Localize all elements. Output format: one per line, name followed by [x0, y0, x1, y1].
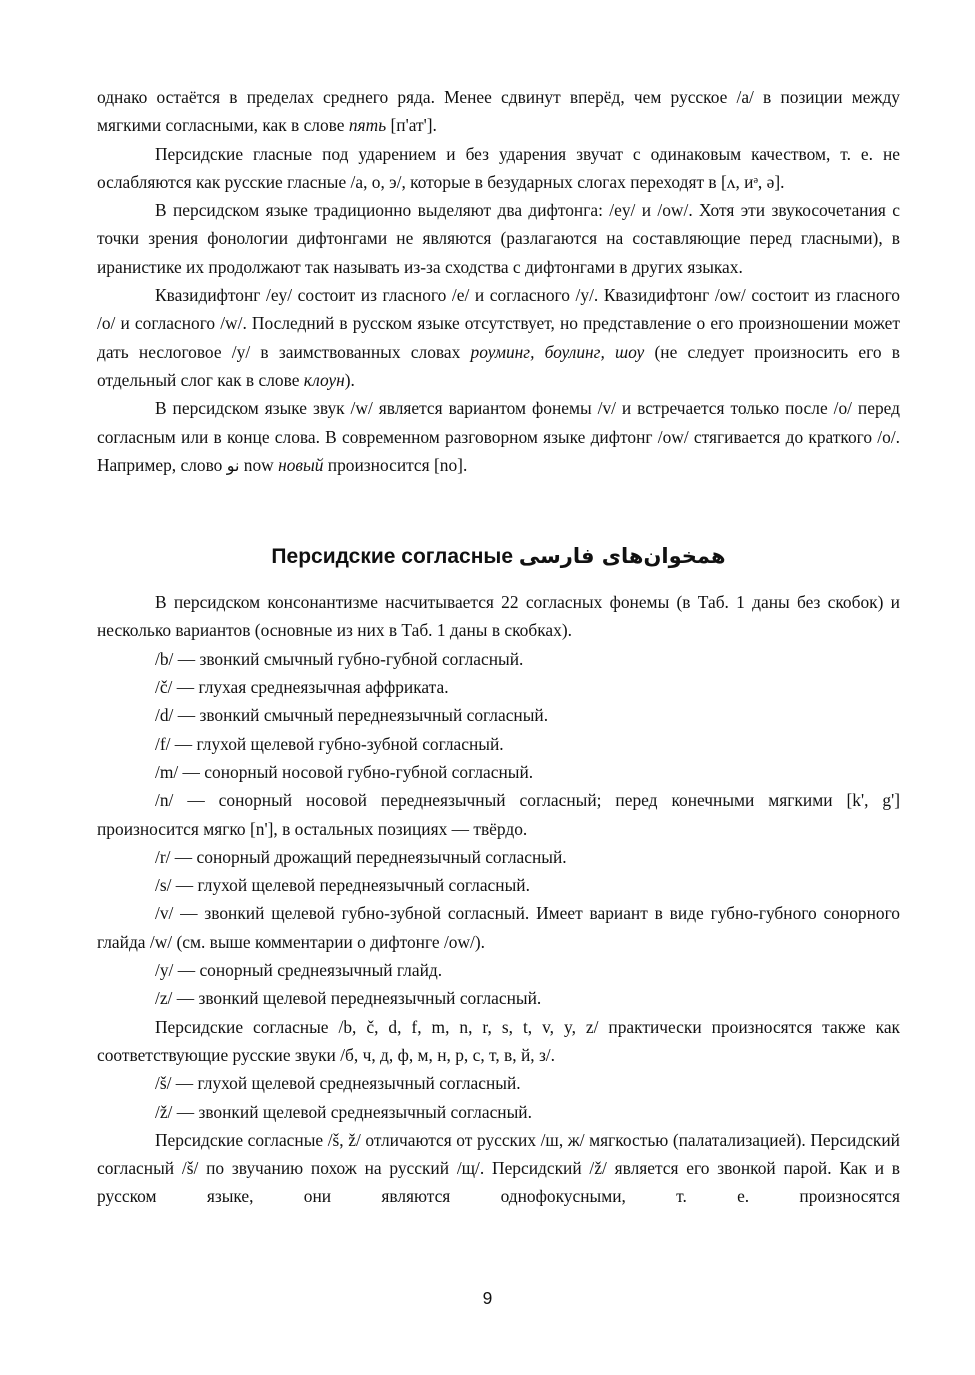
- italic-example: пять: [348, 115, 387, 136]
- paragraph: [97, 394, 900, 480]
- text-run: /n/ — сонорный носовой переднеязычный согласный; перед конечными мягкими [k', g'] произносится мягко [n'], в остальных позициях — твёрдо.: [97, 790, 900, 839]
- paragraph: [97, 83, 900, 140]
- paragraph: [97, 196, 900, 281]
- text-run: Персидские согласные /b, č, d, f, m, n, r, s, t, v, y, z/ практически произносятся также как соответствующие русские звуки /б, ч, д, ф, м, н, р, с, т, в, й, з/.: [97, 1016, 900, 1065]
- page-number: 9: [482, 1288, 493, 1308]
- italic-example: клоун: [303, 369, 345, 390]
- persian-word: نو: [226, 455, 240, 475]
- text-run: произносится [no].: [323, 454, 468, 475]
- paragraph: [97, 140, 900, 197]
- paragraph: [97, 588, 900, 645]
- heading-ru: Персидские согласные: [271, 545, 514, 569]
- text-run: /d/ — звонкий смычный переднеязычный согласный.: [155, 705, 549, 726]
- paragraph: [97, 1069, 900, 1097]
- text-run: /f/ — глухой щелевой губно-зубной согласный.: [155, 733, 504, 754]
- text-run: В персидском консонантизме насчитывается 22 согласных фонемы (в Таб. 1 даны без скобок) и несколько вариантов (основные из них в Таб. 1 даны в скобках).: [97, 592, 900, 641]
- paragraph: [97, 281, 900, 394]
- paragraph: [97, 645, 900, 673]
- text-section-consonants: [97, 588, 900, 1211]
- text-run: /r/ — сонорный дрожащий переднеязычный согласный.: [155, 846, 567, 867]
- text-run: В персидском языке традиционно выделяют два дифтонга: /ey/ и /ow/. Хотя эти звукосочетания с точки зрения фонологии дифтонгами не являются (разлагаются на составляющие перед гласными), в иранистике их продолжают так называть из-за сходства с дифтонгами в других языках.: [97, 200, 900, 277]
- text-run: /b/ — звонкий смычный губно-губной согласный.: [155, 648, 524, 669]
- paragraph: [97, 673, 900, 701]
- paragraph: [97, 956, 900, 984]
- text-run: Персидские гласные под ударением и без ударения звучат с одинаковым качеством, т. е. не ослабляются как русские гласные /а, о, э/, которые в безударных слогах переходят в [ʌ, иᵊ, ə].: [97, 143, 900, 192]
- text-run: /s/ — глухой щелевой переднеязычный согласный.: [155, 875, 530, 896]
- paragraph: [97, 701, 900, 729]
- paragraph: [97, 899, 900, 956]
- text-run: /ž/ — звонкий щелевой среднеязычный согласный.: [155, 1101, 532, 1122]
- page-body: [97, 83, 900, 1211]
- text-run: однако остаётся в пределах среднего ряда. Менее сдвинут вперёд, чем русское /а/ в позиции между мягкими согласными, как в слове: [97, 87, 900, 136]
- text-run: /m/ — сонорный носовой губно-губной согласный.: [155, 761, 534, 782]
- text-run: В персидском языке звук /w/ является вариантом фонемы /v/ и встречается только после /o/ перед согласным или в конце слова. В современном разговорном языке дифтонг /ow/ стягивается до краткого /o/. Например, слово: [97, 398, 900, 475]
- italic-example: роуминг, боулинг, шоу: [470, 341, 645, 362]
- text-run: [п'ат'].: [386, 115, 437, 136]
- text-run: /z/ — звонкий щелевой переднеязычный согласный.: [155, 988, 542, 1009]
- paragraph: [97, 843, 900, 871]
- text-run: /v/ — звонкий щелевой губно-зубной согласный. Имеет вариант в виде губно-губного сонорного глайда /w/ (см. выше комментарии о дифтонге /ow/).: [97, 903, 900, 952]
- text-run: (не следует произносить его в отдельный слог как в слове: [97, 341, 900, 390]
- text-run: /š/ — глухой щелевой среднеязычный согласный.: [155, 1073, 521, 1094]
- paragraph: [97, 984, 900, 1012]
- paragraph: [97, 1126, 900, 1211]
- paragraph: [97, 758, 900, 786]
- text-run: Квазидифтонг /ey/ состоит из гласного /e/ и согласного /y/. Квазидифтонг /ow/ состоит из гласного /o/ и согласного /w/. Последний в русском языке отсутствует, но представление о его произношении может дать неслоговое /у/ в заимствованных словах: [97, 285, 900, 362]
- text-section-vowels: [97, 83, 900, 480]
- text-run: /y/ — сонорный среднеязычный глайд.: [155, 960, 443, 981]
- text-run: now: [239, 454, 279, 475]
- paragraph: [97, 1013, 900, 1070]
- heading-fa: همخوان‌های فارسی: [518, 544, 726, 569]
- text-run: Персидские согласные /š, ž/ отличаются от русских /ш, ж/ мягкостью (палатализацией). Персидский согласный /š/ по звучанию похож на русский /щ/. Персидский /ž/ является его звонкой парой. Как и в русском языке, они являются однофокусными, т. е. произносятся: [97, 1129, 900, 1207]
- paragraph: [97, 871, 900, 899]
- section-heading: [97, 536, 900, 576]
- paragraph: [97, 730, 900, 758]
- paragraph: [97, 1098, 900, 1126]
- text-run: ).: [344, 369, 355, 390]
- text-run: /č/ — глухая среднеязычная аффриката.: [155, 677, 449, 698]
- paragraph: [97, 786, 900, 843]
- italic-example: новый: [278, 454, 324, 475]
